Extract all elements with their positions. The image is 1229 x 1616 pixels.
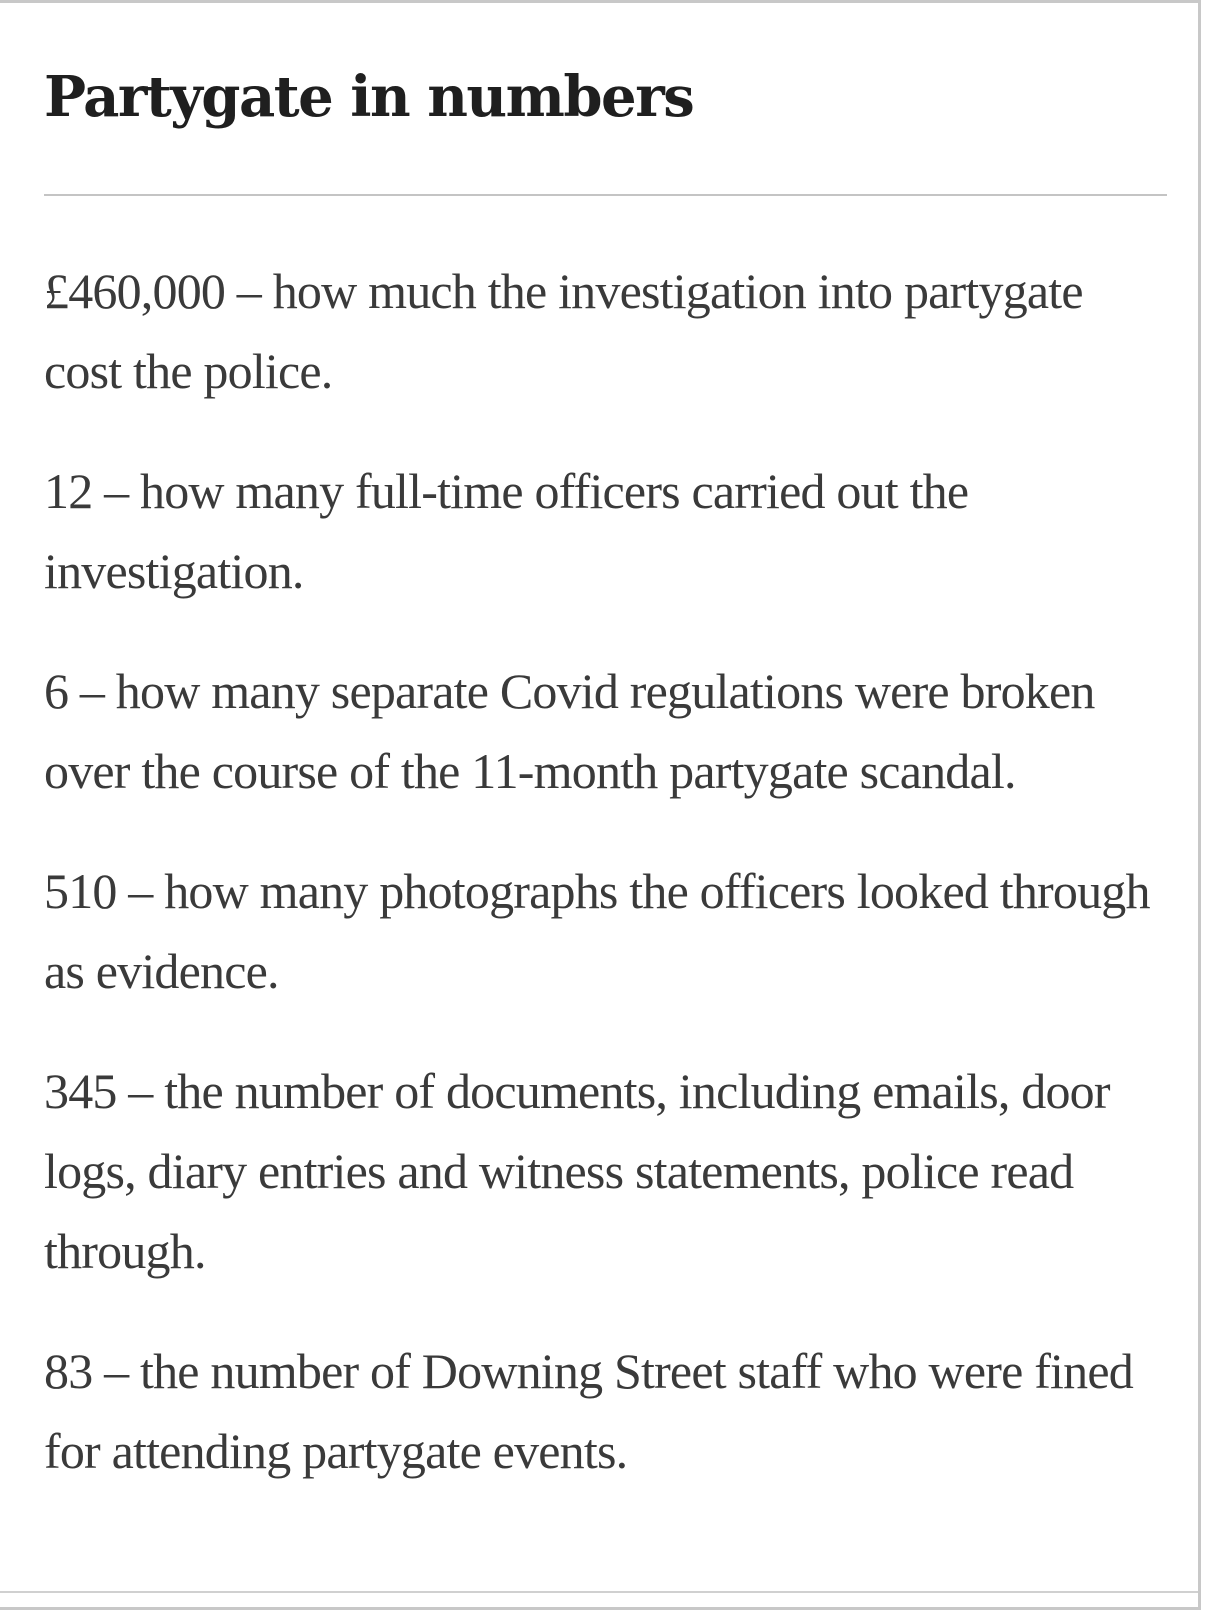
fact-item: 510 – how many photographs the officers looked through as evidence.	[44, 863, 1150, 999]
fact-item: £460,000 – how much the investigation into partygate cost the police.	[44, 263, 1083, 399]
bottom-divider	[0, 1591, 1198, 1593]
fact-item: 83 – the number of Downing Street staff who were fined for attending partygate events.	[44, 1343, 1133, 1479]
factbox-title: Partygate in numbers	[44, 64, 694, 130]
facts-list	[44, 251, 1169, 1531]
fact-item: 6 – how many separate Covid regulations were broken over the course of the 11-month partygate scandal.	[44, 663, 1095, 799]
title-divider	[44, 194, 1167, 196]
fact-item: 12 – how many full-time officers carried out the investigation.	[44, 463, 969, 599]
fact-item: 345 – the number of documents, including emails, door logs, diary entries and witness statements, police read through.	[44, 1063, 1110, 1279]
